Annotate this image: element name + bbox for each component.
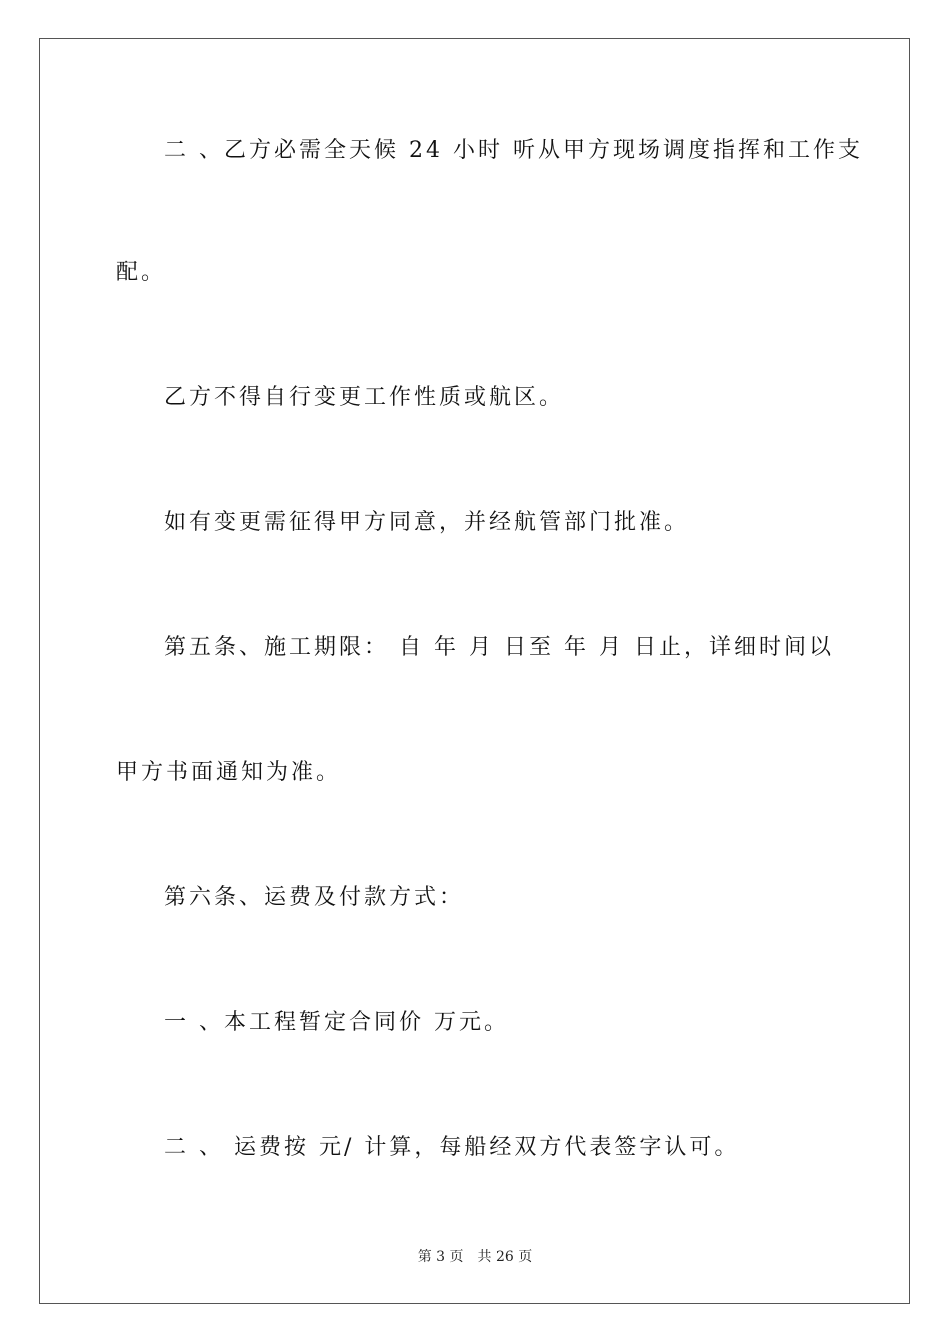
paragraph-line: 二 、 运费按 元/ 计算，每船经双方代表签字认可。 [164,1135,740,1160]
paragraph-line: 第五条、施工期限： 自 年 月 日至 年 月 日止，详细时间以 [164,635,834,660]
paragraph-line: 第六条、运费及付款方式： [164,885,465,910]
paragraph-line: 一 、本工程暂定合同价 万元。 [164,1010,509,1035]
page-border [39,38,910,1304]
paragraph-line: 如有变更需征得甲方同意，并经航管部门批准。 [164,510,690,535]
paragraph-line: 甲方书面通知为准。 [116,760,342,785]
paragraph-line: 乙方不得自行变更工作性质或航区。 [164,385,565,410]
page-number-footer: 第 3 页 共 26 页 [417,1249,533,1265]
paragraph-line: 配。 [116,260,167,285]
paragraph-line: 二 、乙方必需全天候 24 小时 听从甲方现场调度指挥和工作支 [164,138,863,163]
